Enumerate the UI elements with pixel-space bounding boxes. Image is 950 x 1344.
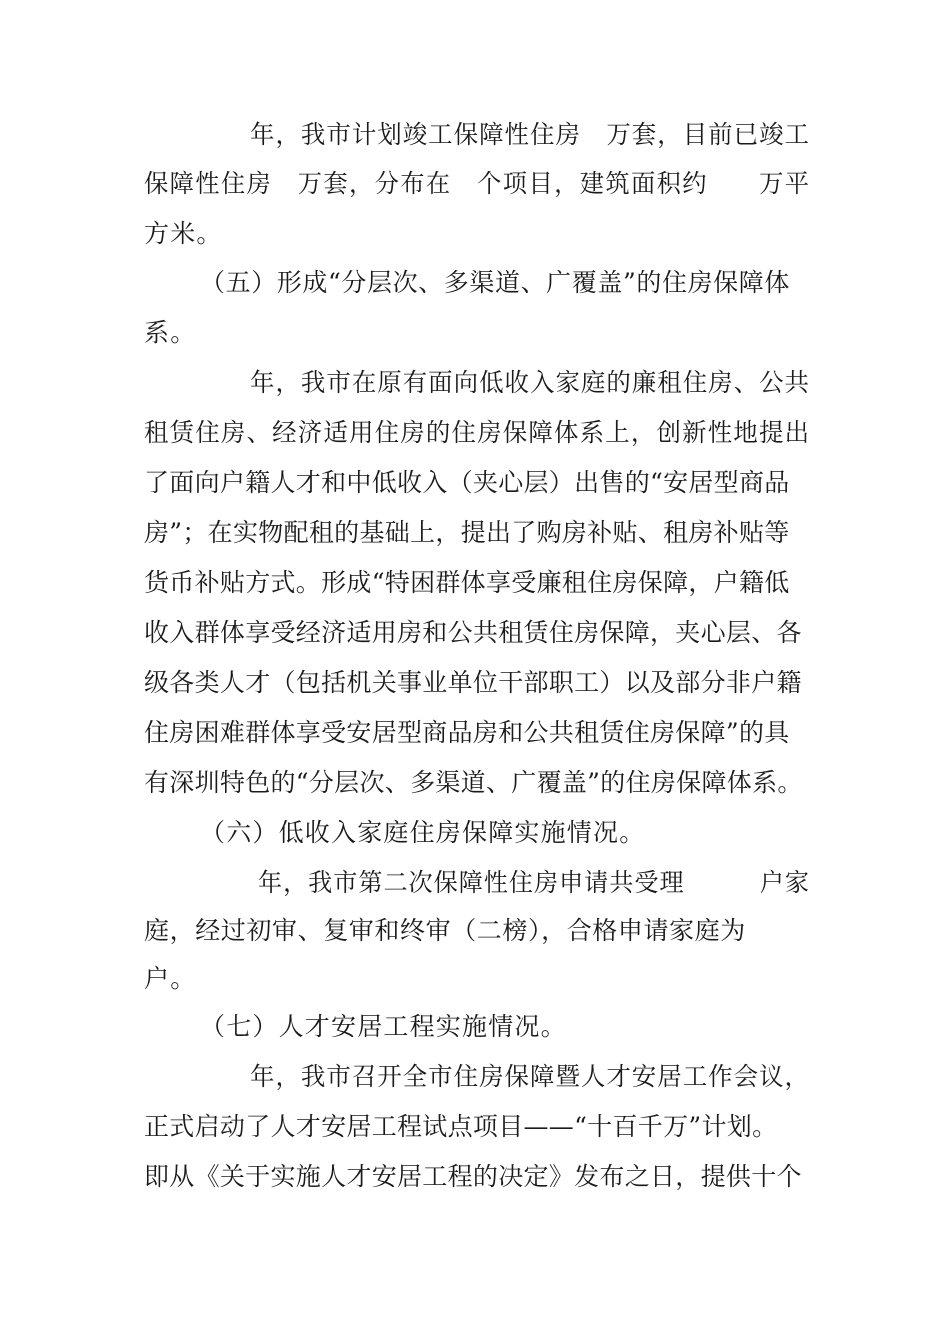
- text-line-17: 庭，经过初审、复审和终审（二榜），合格申请家庭为: [144, 916, 746, 945]
- text-line-12: 级各类人才（包括机关事业单位干部职工）以及部分非户籍: [144, 668, 802, 697]
- text-line-22: 即从《关于实施人才安居工程的决定》发布之日，提供十个: [144, 1162, 802, 1191]
- section-heading-7: （七）人才安居工程实施情况。: [200, 1012, 567, 1041]
- text-line-1: 年，我市计划竣工保障性住房 万套，目前已竣工: [250, 120, 811, 149]
- text-line-16: 年，我市第二次保障性住房申请共受理 户家: [258, 868, 810, 897]
- text-line-13: 住房困难群体享受安居型商品房和公共租赁住房保障”的具: [144, 718, 790, 747]
- text-line-10: 货币补贴方式。形成“特困群体享受廉租住房保障，户籍低: [144, 568, 790, 597]
- text-line-6: 年，我市在原有面向低收入家庭的廉租住房、公共: [250, 368, 811, 397]
- text-line-11: 收入群体享受经济适用房和公共租赁住房保障，夹心层、各: [144, 618, 802, 647]
- text-line-21: 正式启动了人才安居工程试点项目——“十百千万”计划。: [144, 1112, 778, 1141]
- text-line-7: 租赁住房、经济适用住房的住房保障体系上，创新性地提出: [144, 418, 811, 447]
- text-line-9: 房”；在实物配租的基础上，提出了购房补贴、租房补贴等: [144, 518, 790, 547]
- text-line-14: 有深圳特色的“分层次、多渠道、广覆盖”的住房保障体系。: [144, 768, 803, 797]
- text-line-18: 户。: [144, 964, 197, 993]
- text-line-8: 了面向户籍人才和中低收入（夹心层）出售的“安居型商品: [144, 468, 790, 497]
- text-line-3: 方米。: [144, 219, 223, 248]
- text-line-5: 系。: [144, 318, 197, 347]
- text-line-2: 保障性住房 万套，分布在 个项目，建筑面积约 万平: [144, 169, 811, 198]
- text-line-20: 年，我市召开全市住房保障暨人才安居工作会议，: [250, 1062, 811, 1091]
- section-heading-6: （六）低收入家庭住房保障实施情况。: [200, 818, 646, 847]
- section-heading-5: （五）形成“分层次、多渠道、广覆盖”的住房保障体: [200, 268, 790, 297]
